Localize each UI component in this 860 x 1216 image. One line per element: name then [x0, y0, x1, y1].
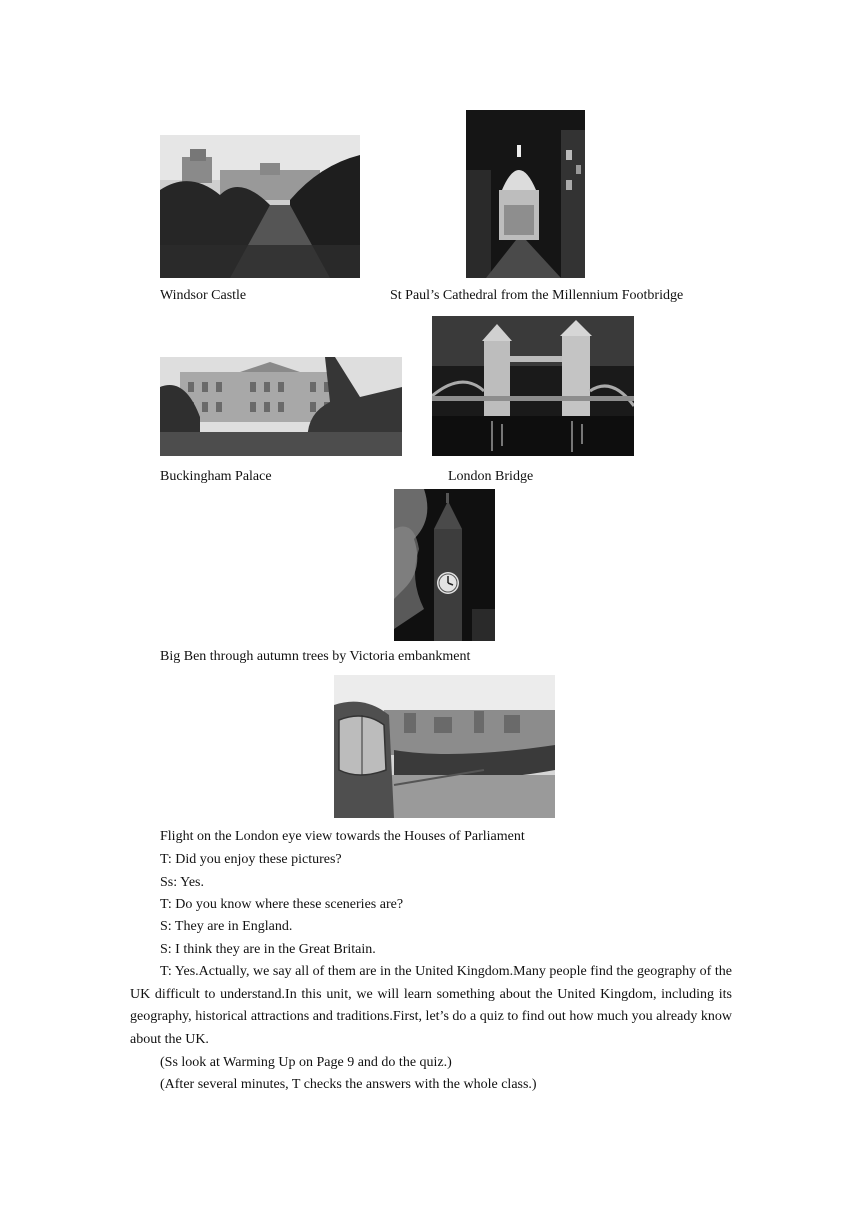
buckingham-palace-photo	[160, 357, 402, 456]
dialogue-line: Ss: Yes.	[160, 875, 204, 890]
teacher-paragraph: T: Yes.Actually, we say all of them are in the United Kingdom.Many people find the geography of the UK difficult to understand.In this unit, we will learn something about the United Kingdom, including its geography, historical attractions and traditions.First, let’s do a quiz to find out how much you already know about the UK.	[130, 964, 732, 1047]
dialogue-line: S: I think they are in the Great Britain.	[160, 942, 376, 957]
instruction-note: (After several minutes, T checks the answers with the whole class.)	[160, 1077, 537, 1092]
buckingham-palace-caption: Buckingham Palace	[160, 469, 272, 484]
london-eye-photo	[334, 675, 555, 818]
big-ben-photo	[394, 489, 495, 641]
instruction-note: (Ss look at Warming Up on Page 9 and do the quiz.)	[160, 1055, 452, 1070]
dialogue-line: S: They are in England.	[160, 919, 293, 934]
big-ben-caption: Big Ben through autumn trees by Victoria embankment	[160, 649, 471, 664]
dialogue-line: T: Do you know where these sceneries are?	[160, 897, 404, 912]
windsor-castle-caption: Windsor Castle	[160, 288, 247, 303]
london-bridge-photo	[432, 316, 634, 456]
windsor-castle-photo	[160, 135, 360, 278]
london-bridge-caption: London Bridge	[448, 469, 534, 484]
st-pauls-cathedral-caption: St Paul’s Cathedral from the Millennium Footbridge	[390, 288, 684, 303]
dialogue-line: T: Did you enjoy these pictures?	[160, 852, 342, 867]
london-eye-caption: Flight on the London eye view towards the Houses of Parliament	[160, 829, 525, 844]
st-pauls-cathedral-photo	[466, 110, 585, 278]
